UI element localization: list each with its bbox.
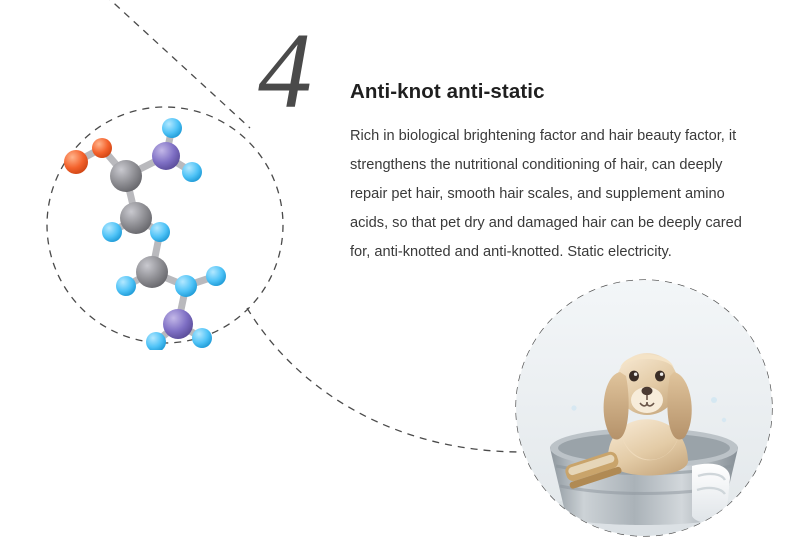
step-number: 4 <box>258 12 310 131</box>
dog-photo <box>516 280 772 536</box>
section-body-text: Rich in biological brightening factor and hair beauty factor, it strengthens the nutritional conditioning of hair, can deeply repair pet hair, smooth hair scales, and supplement amino acids, so that pet dry and damaged hair can be deeply cared for, anti-knotted and anti-knotted. Static electricity. <box>350 128 742 260</box>
section-headline: Anti-knot anti-static <box>350 80 545 103</box>
molecule-bonds <box>76 128 216 342</box>
amino-acid-molecule-icon <box>40 100 290 350</box>
